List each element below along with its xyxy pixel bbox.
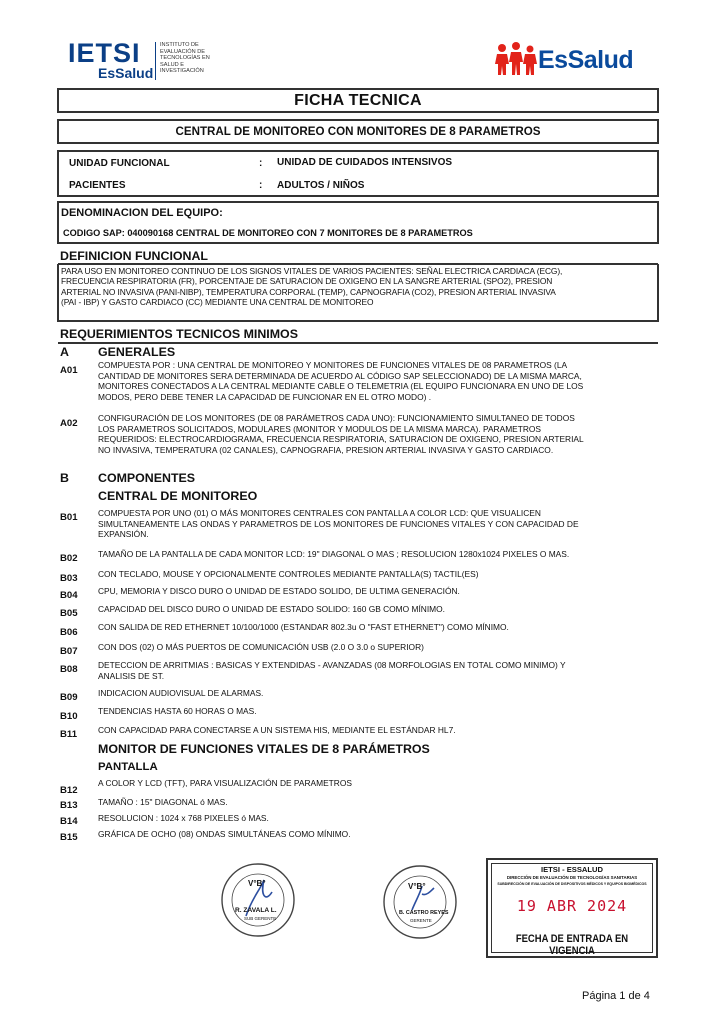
essalud-wordmark: EsSalud xyxy=(538,46,634,74)
item-b09: INDICACION AUDIOVISUAL DE ALARMAS. xyxy=(98,688,264,698)
item-code-b11: B11 xyxy=(60,729,78,740)
info-box xyxy=(57,150,659,197)
item-b01: COMPUESTA POR UNO (01) O MÁS MONITORES CENTRALES CON PANTALLA A COLOR LCD: QUE VISUALICEN SIMULTANEAMENTE LAS ONDAS Y PARAMETROS DE LOS MONITORES DE FUNCIONES VITALES Y CON CAPACIDAD DE EXPANSIÓN. xyxy=(98,508,579,539)
item-code-b02: B02 xyxy=(60,553,78,564)
central-title: CENTRAL DE MONITOREO xyxy=(98,489,258,503)
item-code-b13: B13 xyxy=(60,800,78,811)
definicion-text: PARA USO EN MONITOREO CONTINUO DE LOS SIGNOS VITALES DE VARIOS PACIENTES: SEÑAL ELECTRICA CARDIACA (ECG), FRECUENCIA RESPIRATORIA (FR), PORCENTAJE DE SATURACION DE OXIGENO EN LA SANGRE ARTERIAL (SPO2), PRESION ARTERIAL NO INVASIVA (PANI-NIBP), TEMPERATURA CORPORAL (TEMP), CAPNOGRAFIA (CO2), PRESION ARTERIAL INVASIVA (PAI - IBP) Y GASTO CARDIACO (CC) MEDIANTE UNA CENTRAL DE MONITOREO xyxy=(61,266,563,308)
seal-1-vb: V°B° xyxy=(248,879,266,888)
title-box xyxy=(57,88,659,113)
subtitle-box xyxy=(57,119,659,144)
pacientes-value: ADULTOS / NIÑOS xyxy=(277,180,365,191)
requerimientos-heading: REQUERIMIENTOS TECNICOS MINIMOS xyxy=(60,327,298,341)
item-b11: CON CAPACIDAD PARA CONECTARSE A UN SISTEMA HIS, MEDIANTE EL ESTÁNDAR HL7. xyxy=(98,725,456,735)
item-a02: CONFIGURACIÓN DE LOS MONITORES (DE 08 PARÁMETROS CADA UNO): FUNCIONAMIENTO SIMULTANEO DE TODOS LOS PARAMETROS SOLICITADOS, MODULARES (MONITOR Y MODULOS DE LA MISMA MARCA). PARAMETROS REQUERIDOS: ELECTROCARDIOGRAMA, FRECUENCIA RESPIRATORIA, SATURACION DE OXIGENO, PRESION ARTERIAL NO INVASIVA, TEMPERATURA (02 CANALES), CAPNOGRAFIA, PRESION ARTERIAL INVASIVA Y GASTO CARDIACO. xyxy=(98,413,584,455)
item-code-b10: B10 xyxy=(60,711,78,722)
item-b15: GRÁFICA DE OCHO (08) ONDAS SIMULTÁNEAS COMO MÍNIMO. xyxy=(98,829,351,839)
item-code-b14: B14 xyxy=(60,816,78,827)
section-a-title: GENERALES xyxy=(98,345,176,359)
item-b14: RESOLUCION : 1024 x 768 PIXELES ó MAS. xyxy=(98,813,269,823)
item-b13: TAMAÑO : 15" DIAGONAL ó MAS. xyxy=(98,797,228,807)
item-code-b05: B05 xyxy=(60,608,78,619)
page-number: Página 1 de 4 xyxy=(582,990,650,1002)
item-code-b04: B04 xyxy=(60,590,78,601)
unidad-value: UNIDAD DE CUIDADOS INTENSIVOS xyxy=(277,157,453,168)
unidad-label: UNIDAD FUNCIONAL xyxy=(69,158,170,169)
denominacion-box xyxy=(57,201,659,244)
item-code-b06: B06 xyxy=(60,627,78,638)
requerimientos-rule xyxy=(58,342,658,344)
seal-2-vb: V°B° xyxy=(408,882,426,891)
institute-name: INSTITUTO DE EVALUACIÓN DE TECNOLOGÍAS EN SALUD E INVESTIGACIÓN xyxy=(160,42,210,75)
essalud-small-wordmark: EsSalud xyxy=(98,65,154,81)
section-b-letter: B xyxy=(60,471,69,485)
unidad-separator: : xyxy=(259,158,263,169)
approval-seal-1 xyxy=(220,862,296,938)
item-b03: CON TECLADO, MOUSE Y OPCIONALMENTE CONTROLES MEDIANTE PANTALLA(S) TACTIL(ES) xyxy=(98,569,479,579)
denominacion-heading: DENOMINACION DEL EQUIPO: xyxy=(61,207,223,219)
pantalla-title: PANTALLA xyxy=(98,761,158,773)
item-code-a01: A01 xyxy=(60,365,78,376)
codigo-sap: CODIGO SAP: 040090168 CENTRAL DE MONITOREO CON 7 MONITORES DE 8 PARAMETROS xyxy=(63,228,473,238)
definicion-heading: DEFINICION FUNCIONAL xyxy=(60,249,208,263)
definicion-box xyxy=(57,264,659,322)
seal-ring-icon xyxy=(382,864,458,940)
section-b-title: COMPONENTES xyxy=(98,471,196,485)
item-b07: CON DOS (02) O MÁS PUERTOS DE COMUNICACIÓN USB (2.0 O 3.0 o SUPERIOR) xyxy=(98,642,424,652)
item-code-a02: A02 xyxy=(60,418,78,429)
item-code-b03: B03 xyxy=(60,573,78,584)
item-code-b08: B08 xyxy=(60,664,78,675)
item-b08: DETECCION DE ARRITMIAS : BASICAS Y EXTENDIDAS - AVANZADAS (08 MORFOLOGIAS EN TOTAL COMO MINIMO) Y ANALISIS DE ST. xyxy=(98,660,566,681)
stamp-line-1: DIRECCIÓN DE EVALUACIÓN DE TECNOLOGÍAS SANITARIAS xyxy=(506,875,638,880)
pacientes-label: PACIENTES xyxy=(69,180,126,191)
pacientes-separator: : xyxy=(259,180,263,191)
seal-1-role: SUB GERENTE xyxy=(244,916,277,921)
page-subtitle: CENTRAL DE MONITOREO CON MONITORES DE 8 PARAMETROS xyxy=(175,125,541,138)
item-code-b15: B15 xyxy=(60,832,78,843)
seal-ring-icon xyxy=(220,862,296,938)
family-icon xyxy=(494,42,538,76)
item-b04: CPU, MEMORIA Y DISCO DURO O UNIDAD DE ESTADO SOLIDO, DE ULTIMA GENERACIÓN. xyxy=(98,586,460,596)
item-b12: A COLOR Y LCD (TFT), PARA VISUALIZACIÓN DE PARAMETROS xyxy=(98,778,352,788)
seal-1-name: R. ZAVALA L. xyxy=(235,907,277,914)
ietsi-divider xyxy=(155,42,156,80)
item-code-b07: B07 xyxy=(60,646,78,657)
page-title: FICHA TECNICA xyxy=(294,92,422,109)
section-a-letter: A xyxy=(60,345,69,359)
item-b05: CAPACIDAD DEL DISCO DURO O UNIDAD DE ESTADO SOLIDO: 160 GB COMO MÍNIMO. xyxy=(98,604,445,614)
stamp-title: IETSI - ESSALUD xyxy=(540,865,604,874)
item-code-b12: B12 xyxy=(60,785,78,796)
item-b10: TENDENCIAS HASTA 60 HORAS O MAS. xyxy=(98,706,257,716)
stamp-date: 19 ABR 2024 xyxy=(516,897,628,915)
item-code-b09: B09 xyxy=(60,692,78,703)
essalud-logo xyxy=(494,40,654,80)
item-code-b01: B01 xyxy=(60,512,78,523)
validity-stamp xyxy=(486,858,658,958)
stamp-line-2: SUBDIRECCIÓN DE EVALUACIÓN DE DISPOSITIVOS MÉDICOS Y EQUIPOS BIOMÉDICOS xyxy=(497,882,647,886)
ietsi-wordmark: IETSI xyxy=(68,38,141,68)
ietsi-logo xyxy=(68,40,228,84)
item-a01: COMPUESTA POR : UNA CENTRAL DE MONITOREO Y MONITORES DE FUNCIONES VITALES DE 08 PARAMETROS (LA CANTIDAD DE MONITORES SERA DETERMINADA DE ACUERDO AL CÓDIGO SAP SELECCIONADO) DE LA MISMA MARCA, MONITORES CONECTADOS A LA CENTRAL MEDIANTE CABLE O TELEMETRIA (EL EQUIPO FUNCIONARA EN UNO DE LOS MODOS, PERO DEBE TENER LA CAPACIDAD DE FUNCIONAR EN EL OTRO MODO) . xyxy=(98,360,584,402)
item-b02: TAMAÑO DE LA PANTALLA DE CADA MONITOR LCD: 19" DIAGONAL O MAS ; RESOLUCION 1280x1024 PIXELES O MAS. xyxy=(98,549,570,559)
monitor-title: MONITOR DE FUNCIONES VITALES DE 8 PARÁMETROS xyxy=(98,742,430,756)
approval-seal-2 xyxy=(382,864,458,940)
seal-2-name: B. CASTRO REYES xyxy=(399,910,449,916)
seal-2-role: GERENTE xyxy=(410,918,432,923)
stamp-caption: FECHA DE ENTRADA EN VIGENCIA xyxy=(515,933,629,957)
item-b06: CON SALIDA DE RED ETHERNET 10/100/1000 (ESTANDAR 802.3u O "FAST ETHERNET") COMO MÍNIMO. xyxy=(98,622,509,632)
